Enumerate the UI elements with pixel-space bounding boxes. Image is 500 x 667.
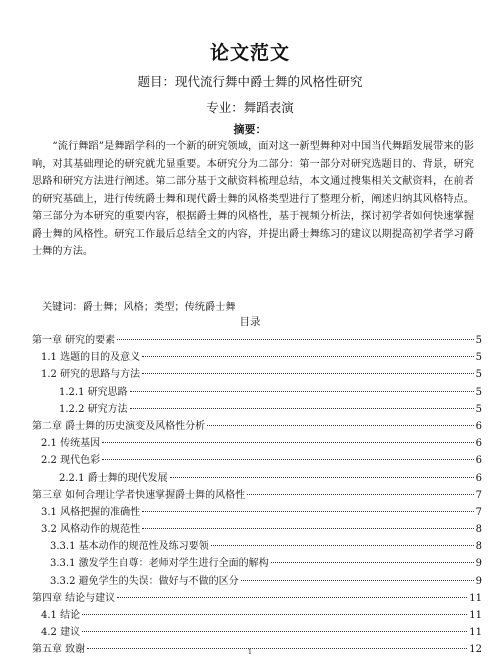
- abstract-body: “流行舞蹈”是舞蹈学科的一个新的研究领域，面对这一新型舞种对中国当代舞蹈发展带来的影响，对其基础理论的研究就尤显重要。本研究分为二部分：第一部分对研究选题目的、背景，研究思路和研究方法进行阐述。第二部分基于文献资料梳理总结，本文通过搜集相关文献资料，在前者的研究基础上，进行传统爵士舞和现代爵士舞的风格类型进行了整理分析，阐述归纳其风格特点。第三部分为本研究的重要内容，根据爵士舞的风格性，基于视频分析法，探讨初学者如何快速掌握爵士舞的风格性。研究工作最后总结全文的内容，并提出爵士舞练习的建议以期提高初学者学习爵士舞的方法。: [32, 141, 474, 257]
- toc-entry[interactable]: [32, 434, 482, 451]
- dot-leader: [117, 597, 467, 598]
- toc-entry-text: 2.1 传统基因: [41, 438, 101, 450]
- toc-entry-text: 2.2 现代色彩: [41, 455, 101, 467]
- toc-entry[interactable]: [32, 623, 482, 640]
- toc-entry-text: 1.1 选题的目的及意义: [41, 352, 141, 364]
- toc-entry-text: 第三章 如何合理让学者快速掌握爵士舞的风格性: [32, 489, 246, 501]
- toc-entry-text: 第四章 结论与建议: [32, 592, 116, 604]
- toc-page-number: 12: [469, 644, 482, 656]
- document-title: 论文范文: [209, 42, 290, 64]
- toc-page-number: 6: [475, 438, 482, 450]
- toc-entry-text: 3.1 风格把握的准确性: [41, 506, 141, 518]
- toc-page-number: 7: [475, 506, 482, 518]
- major-label: 专业：舞蹈表演: [206, 100, 294, 115]
- dot-leader: [130, 391, 474, 392]
- toc-page-number: 5: [475, 352, 482, 364]
- dot-leader: [142, 373, 474, 374]
- toc-entry-text: 第一章 研究的要素: [32, 335, 116, 346]
- toc-entry-text: 2.2.1 爵士舞的现代发展: [59, 472, 168, 484]
- dot-leader: [142, 511, 474, 512]
- toc-page-number: 11: [469, 610, 482, 621]
- toc-page-number: 9: [475, 575, 482, 587]
- toc-entry[interactable]: [32, 537, 482, 554]
- dot-leader: [117, 339, 473, 340]
- toc-entry[interactable]: [32, 554, 482, 571]
- toc-entry[interactable]: [32, 417, 482, 434]
- toc-entry[interactable]: [32, 589, 482, 606]
- dot-leader: [102, 459, 474, 460]
- toc-entry-text: 1.2.1 研究思路: [59, 386, 128, 398]
- dot-leader: [170, 477, 474, 478]
- toc-page-number: 6: [475, 420, 482, 432]
- toc-entry-text: 第二章 爵士舞的历史演变及风格性分析: [32, 420, 206, 432]
- dot-leader: [247, 494, 473, 495]
- toc-page-number: 11: [469, 592, 482, 604]
- toc-page-number: 7: [475, 489, 482, 501]
- dot-leader: [130, 408, 474, 409]
- toc-entry[interactable]: [32, 451, 482, 468]
- dot-leader: [142, 356, 474, 357]
- toc-entry-text: 3.3.1 激发学生自尊：老师对学生进行全面的解构: [50, 558, 269, 570]
- toc-page-number: 11: [469, 627, 482, 639]
- toc-entry-text: 3.2 风格动作的规范性: [41, 524, 141, 536]
- toc-entry-text: 3.3.2 避免学生的失误：做好与不做的区分: [50, 575, 239, 587]
- toc-entry[interactable]: [32, 486, 482, 503]
- toc-entry-text: 1.2 研究的思路与方法: [41, 369, 141, 381]
- toc-entry[interactable]: [32, 606, 482, 623]
- dot-leader: [142, 528, 474, 529]
- toc-entry[interactable]: [32, 383, 482, 400]
- toc-entry[interactable]: [32, 400, 482, 417]
- toc-entry[interactable]: [32, 331, 482, 348]
- toc-page-number: 6: [475, 455, 482, 467]
- toc-entry-text: 第五章 致谢: [32, 644, 86, 656]
- toc-page-number: 5: [475, 369, 482, 381]
- toc-page-number: 5: [475, 386, 482, 398]
- toc-entry[interactable]: [32, 503, 482, 520]
- dot-leader: [211, 545, 474, 546]
- toc-page-number: 6: [475, 472, 482, 484]
- toc-entry[interactable]: [32, 365, 482, 382]
- dot-leader: [102, 442, 474, 443]
- dot-leader: [82, 631, 467, 632]
- dot-leader: [241, 580, 474, 581]
- toc-page-number: 9: [475, 558, 482, 570]
- toc-entry-text: 3.3.1 基本动作的规范性及练习要领: [50, 541, 209, 553]
- toc-entry-text: 1.2.2 研究方法: [59, 403, 128, 415]
- toc-entry-text: 4.2 建议: [41, 627, 81, 639]
- abstract-heading: 摘要：: [233, 123, 267, 136]
- toc-heading: 目录: [239, 316, 261, 328]
- toc-entry[interactable]: [32, 348, 482, 365]
- toc-page-number: 5: [475, 335, 482, 346]
- toc-entry[interactable]: [32, 469, 482, 486]
- toc-page-number: 5: [475, 403, 482, 415]
- toc-entry[interactable]: [32, 520, 482, 537]
- toc-page-number: 8: [475, 541, 482, 553]
- dot-leader: [271, 562, 474, 563]
- toc-page-number: 8: [475, 524, 482, 536]
- toc-entry[interactable]: [32, 572, 482, 589]
- thesis-topic: 题目：现代流行舞中爵士舞的风格性研究: [137, 74, 363, 89]
- dot-leader: [82, 614, 467, 615]
- toc-entry-text: 4.1 结论: [41, 610, 81, 621]
- table-of-contents: [32, 331, 482, 658]
- keywords-line: 关键词：爵士舞；风格；类型；传统爵士舞: [42, 302, 236, 313]
- page-number: 1: [247, 648, 253, 656]
- dot-leader: [207, 425, 473, 426]
